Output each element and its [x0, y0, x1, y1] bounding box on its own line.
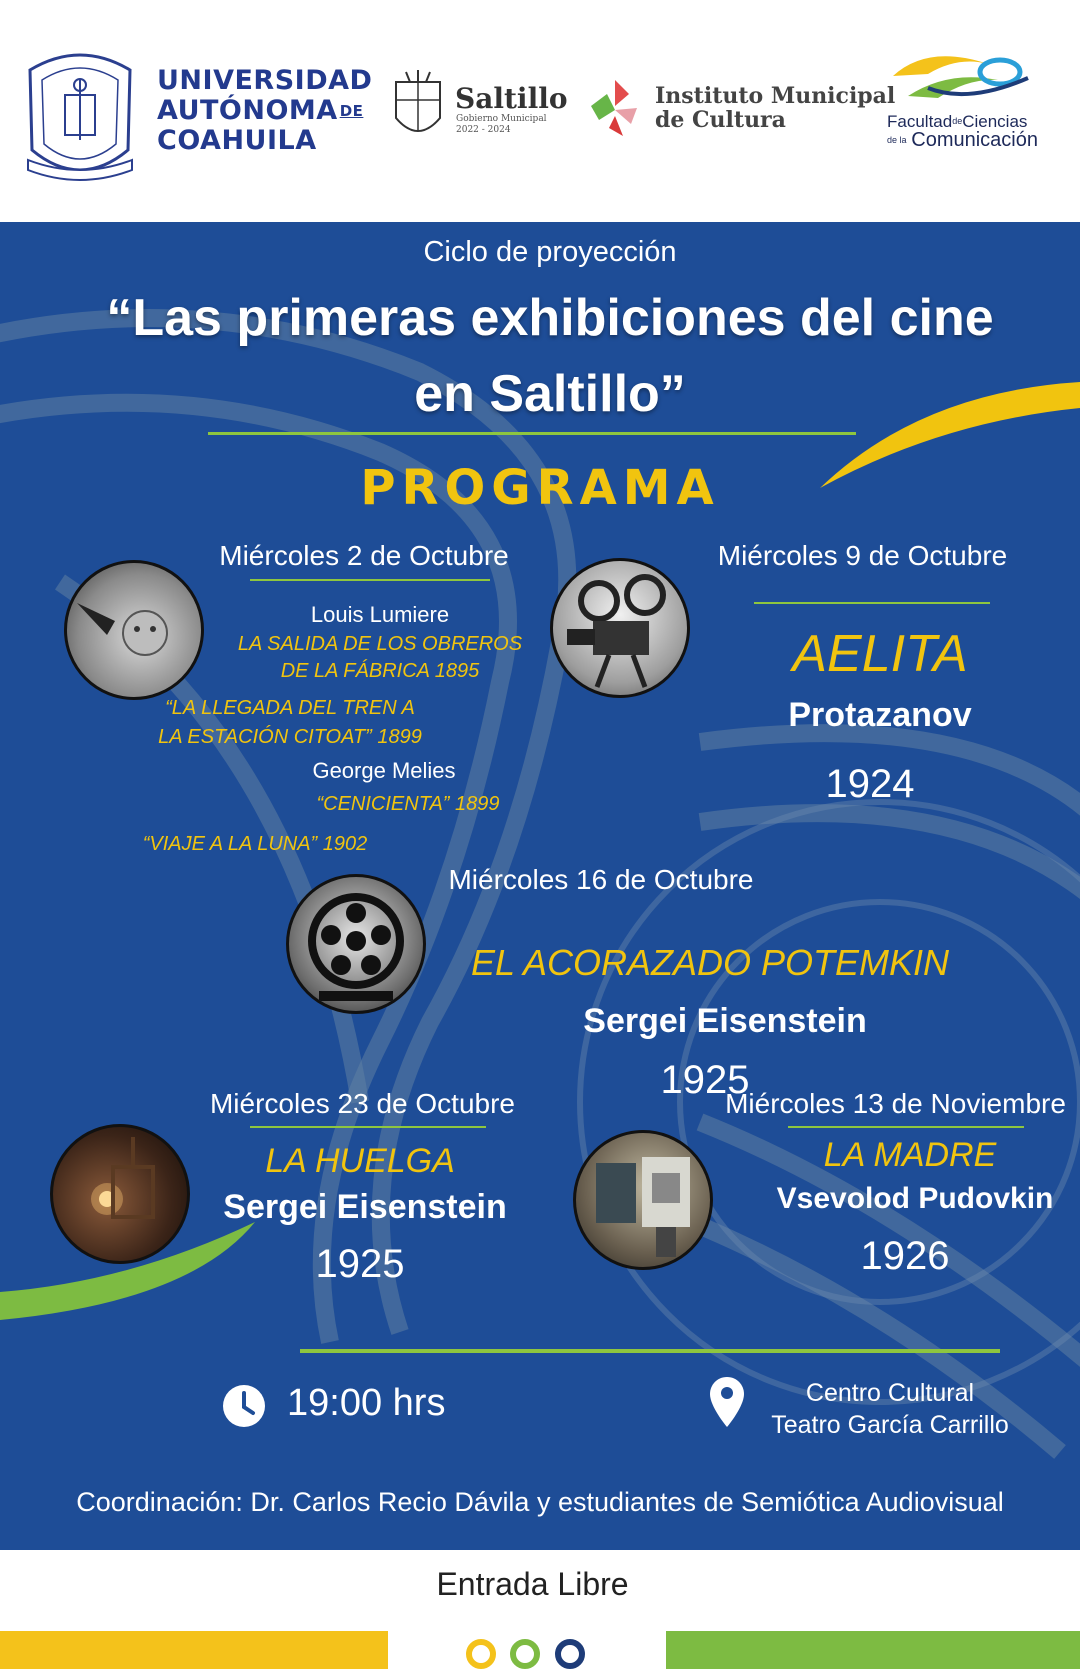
- screening-1-director-2: George Melies: [312, 758, 456, 783]
- screening-2-film: AELITA: [792, 625, 968, 683]
- screening-1-film-4: “VIAJE A LA LUNA” 1902: [142, 833, 368, 855]
- screening-1-film-3: “CENICIENTA” 1899: [316, 793, 500, 815]
- navy-ring-icon: [555, 1639, 585, 1669]
- screening-4-year: 1925: [315, 1242, 405, 1286]
- saltillo-seal-icon: [390, 68, 446, 144]
- screening-1-director-1: Louis Lumiere: [310, 602, 450, 627]
- screening-1-film-2-line-2: LA ESTACIÓN CITOAT” 1899: [158, 726, 422, 748]
- clock-icon: [222, 1384, 266, 1428]
- screening-3-date: Miércoles 16 de Octubre: [448, 864, 754, 895]
- screening-2-year: 1924: [825, 762, 915, 806]
- footer-green-bar: [666, 1631, 1080, 1669]
- info-divider: [300, 1349, 1000, 1353]
- header-logos: [0, 0, 1080, 222]
- screening-3-year: 1925: [660, 1058, 750, 1102]
- screening-3-director: Sergei Eisenstein: [583, 1002, 867, 1040]
- screening-4-divider: [250, 1126, 486, 1128]
- green-ring-icon: [510, 1639, 540, 1669]
- screening-1-film-2-line-1: “LA LLEGADA DEL TREN A: [165, 697, 415, 719]
- free-entrance-label: Entrada Libre: [436, 1566, 629, 1602]
- screening-1-film-1-line-2: DE LA FÁBRICA 1895: [280, 660, 480, 682]
- footer-yellow-bar: [0, 1631, 388, 1669]
- moon-film-thumbnail: [64, 560, 204, 700]
- instituto-cultura-mark-icon: [585, 76, 647, 142]
- screening-2-divider: [754, 602, 990, 604]
- screening-4-film: LA HUELGA: [265, 1142, 455, 1180]
- screening-4-date: Miércoles 23 de Octubre: [209, 1088, 516, 1119]
- saltillo-name: Saltillo: [455, 82, 568, 115]
- university-seal-icon: [20, 40, 140, 185]
- programa-heading: PROGRAMA: [360, 460, 720, 516]
- screening-5-director: Vsevolod Pudovkin: [776, 1182, 1054, 1215]
- facultad-comunicacion-name: Facultad$^{de}$Ciencias $^{de la}$ Comunicación: [887, 112, 1038, 151]
- cycle-label: Ciclo de proyección: [423, 236, 677, 268]
- university-name: UNIVERSIDAD AUTÓNOMA $^{DE}$ COAHUILA: [157, 65, 373, 156]
- screening-5-divider: [788, 1126, 1024, 1128]
- screening-2-date: Miércoles 9 de Octubre: [717, 540, 1008, 571]
- instituto-cultura-name: Instituto Municipal de Cultura: [655, 83, 896, 133]
- footer: [0, 1550, 1080, 1669]
- coordination-credit: Coordinación: Dr. Carlos Recio Dávila y estudiantes de Semiótica Audiovisual: [76, 1487, 1004, 1517]
- program-panel: [0, 222, 1080, 1550]
- screening-1-film-1-line-1: LA SALIDA DE LOS OBREROS: [237, 633, 523, 655]
- film-reel-thumbnail: [286, 874, 426, 1014]
- event-time: 19:00 hrs: [287, 1382, 446, 1424]
- screening-1-date: Miércoles 2 de Octubre: [219, 540, 509, 571]
- yellow-ring-icon: [466, 1639, 496, 1669]
- screening-4-director: Sergei Eisenstein: [223, 1188, 507, 1226]
- screening-3-film: EL ACORAZADO POTEMKIN: [470, 942, 950, 983]
- cinema-projector-thumbnail: [573, 1130, 713, 1270]
- event-venue: Centro Cultural Teatro García Carrillo: [771, 1379, 1009, 1439]
- screening-5-date: Miércoles 13 de Noviembre: [725, 1088, 1066, 1119]
- screening-2-director: Protazanov: [788, 696, 972, 734]
- facultad-comunicacion-mark-icon: [888, 48, 1033, 110]
- event-title: “Las primeras exhibiciones del cine en Saltillo”: [106, 289, 994, 423]
- location-pin-icon: [708, 1375, 746, 1429]
- screening-5-film: LA MADRE: [823, 1136, 997, 1174]
- title-divider: [208, 432, 856, 435]
- vintage-projector-light-thumbnail: [50, 1124, 190, 1264]
- screening-1-divider: [250, 579, 490, 581]
- saltillo-subtitle: Gobierno Municipal 2022 - 2024: [456, 114, 547, 135]
- projector-thumbnail: [550, 558, 690, 698]
- screening-5-year: 1926: [860, 1234, 950, 1278]
